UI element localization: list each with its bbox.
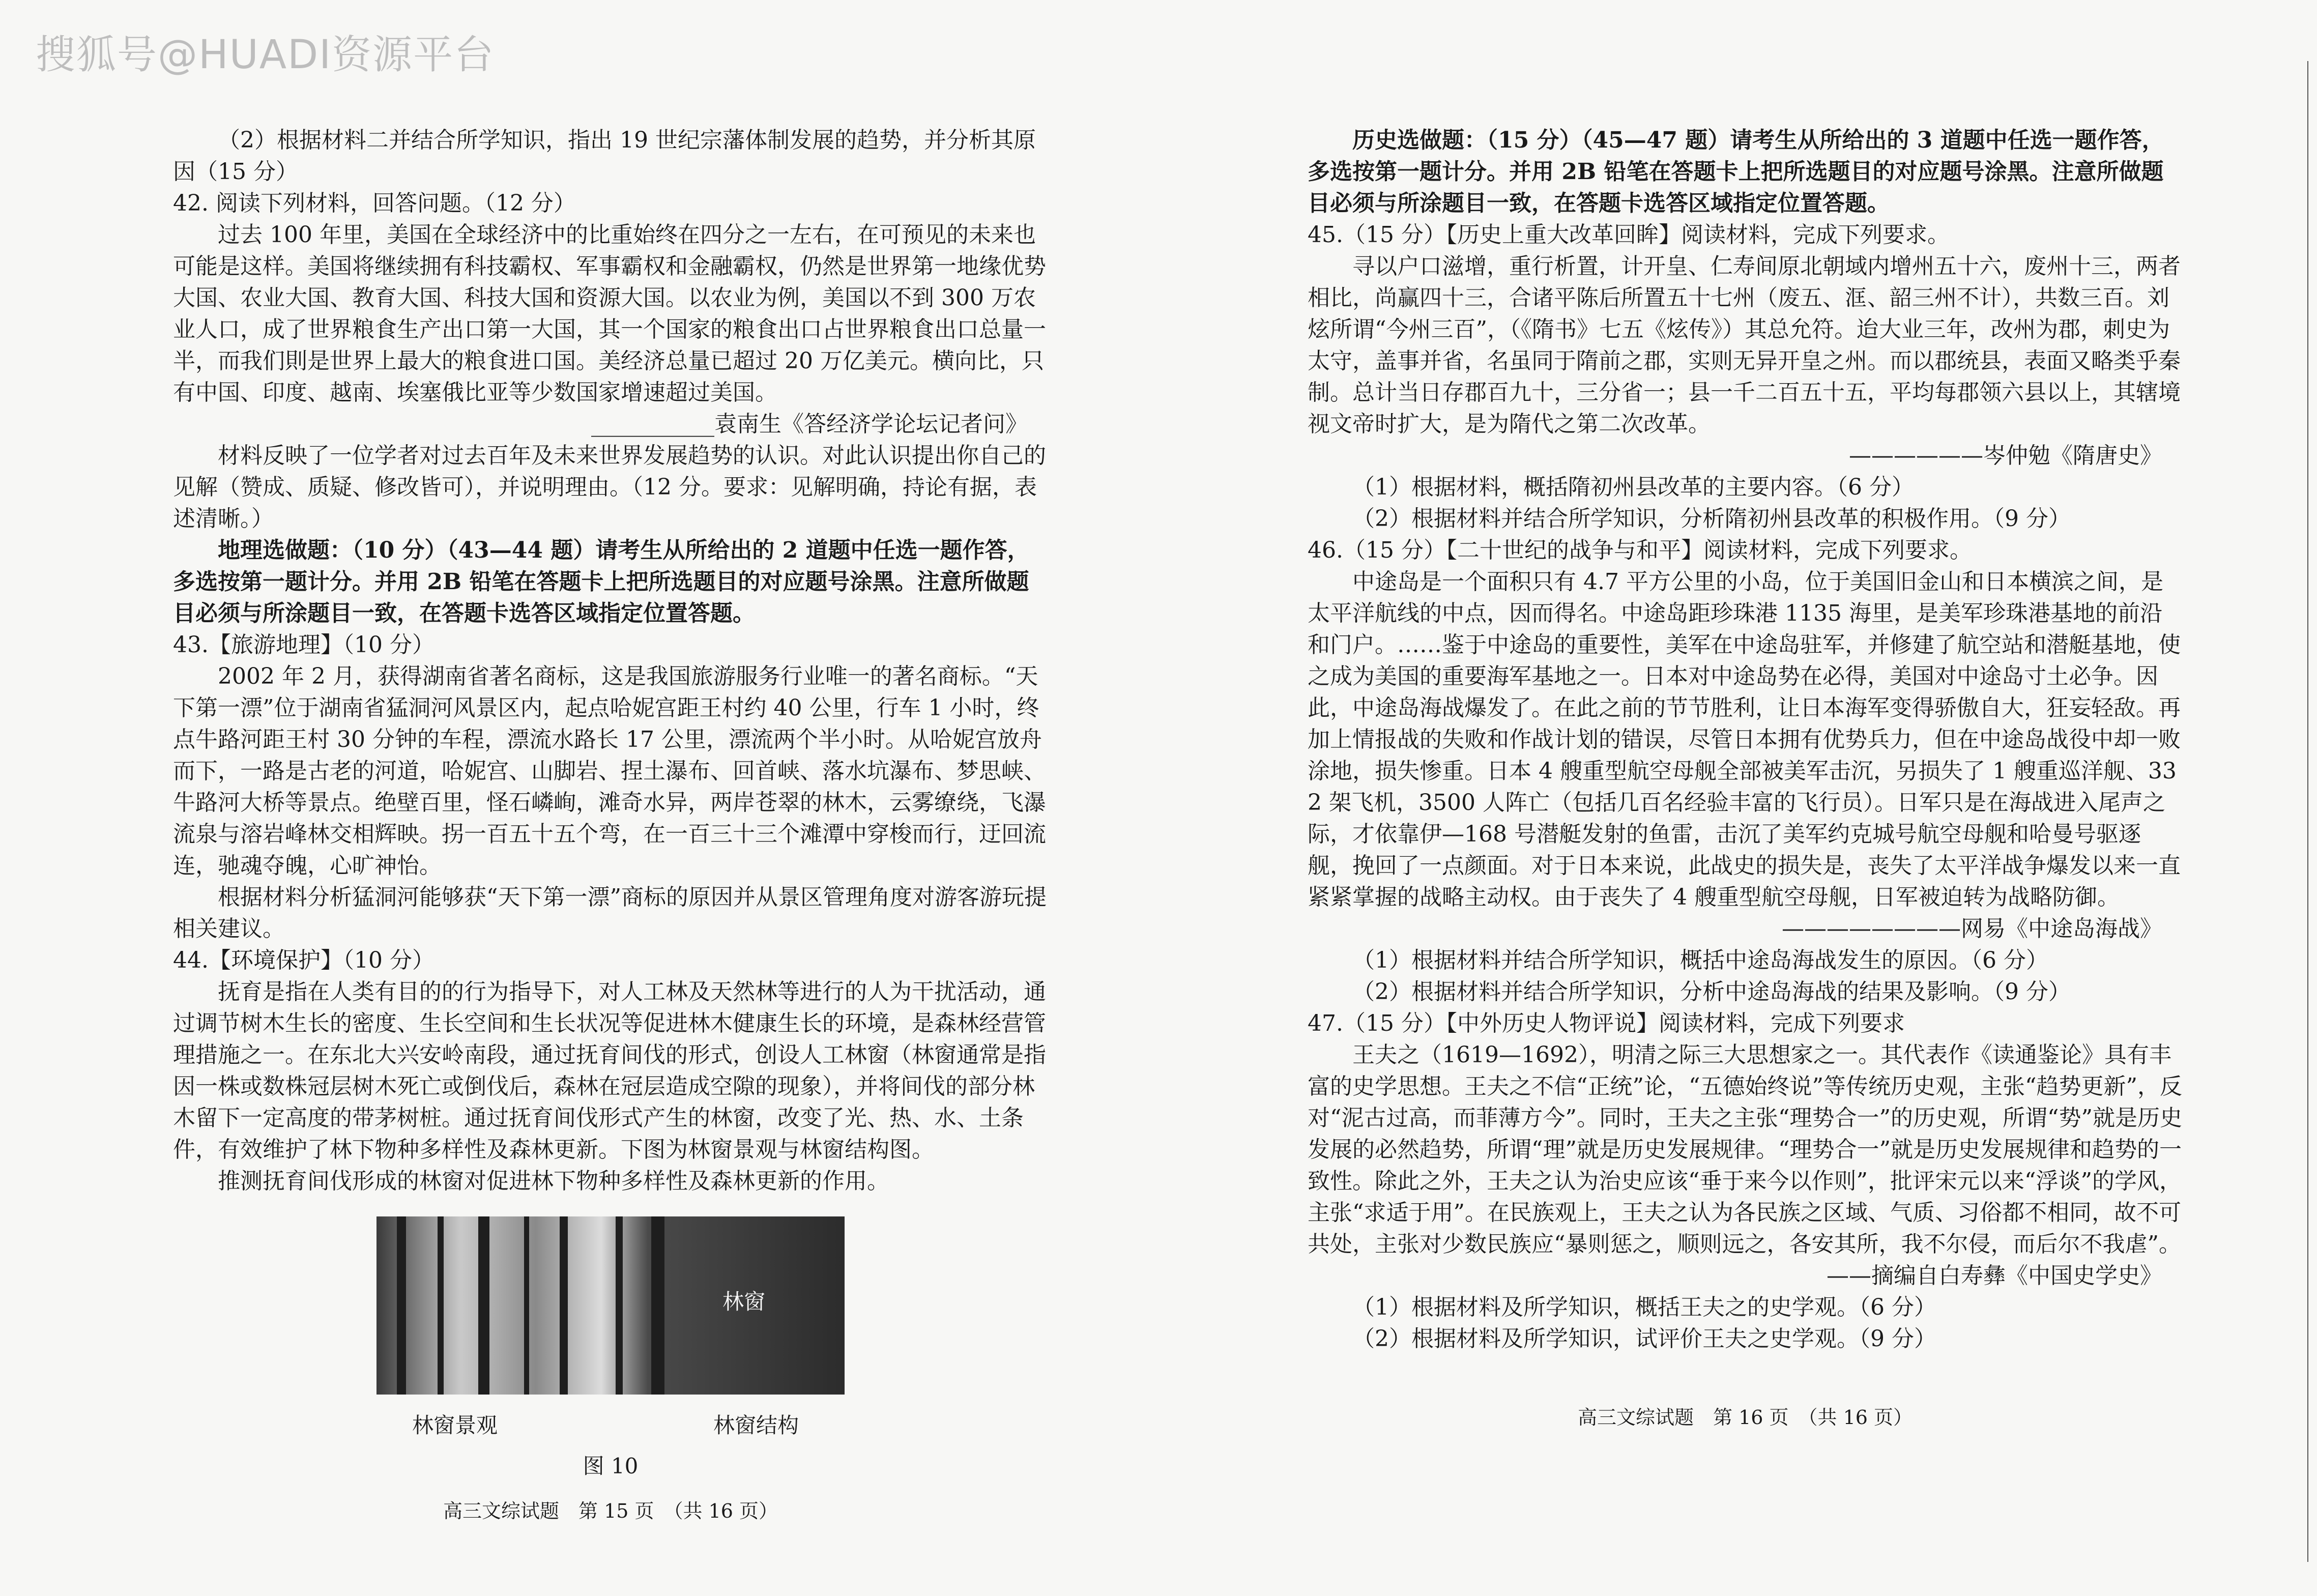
q45-material: 寻以户口滋增，重行析置，计开皇、仁寿间原北朝域内增州五十六，废州十三，两者相比，尚赢四十三，合诸平陈后所置五十七州（废五、洭、韶三州不计），共数三百。刘炫所谓“今州三百”，（《隋书》七五《炫传》）其总允符。迨大业三年，改州为郡，刺史为太守，盖事并省，名虽同于隋前之郡，实则无异开皇之州。而以郡统县，表面又略类乎秦制。总计当日存郡百九十，三分省一；县一千二百五十五，平均每郡领六县以上，其辖境视文帝时扩大，是为隋代之第二次改革。 [1308, 253, 2181, 437]
left-page [173, 125, 1048, 1523]
q45-part2: （2）根据材料并结合所学知识，分析隋初州县改革的积极作用。（9 分） [1352, 506, 2071, 532]
q42-heading: 42. 阅读下列材料，回答问题。（12 分） [173, 190, 576, 216]
q47-part2: （2）根据材料及所学知识，试评价王夫之史学观。（9 分） [1352, 1326, 1936, 1352]
watermark: 搜狐号@HUADI资源平台 [36, 32, 495, 78]
q44-material: 抚育是指在人类有目的的行为指导下，对人工林及天然林等进行的人为干扰活动，通过调节树木生长的密度、生长空间和生长状况等促进林木健康生长的环境，是森林经营管理措施之一。在东北大兴安岭南段，通过抚育间伐的形式，创设人工林窗（林窗通常是指因一株或数株冠层树木死亡或倒伐后，森林在冠层造成空隙的现象），并将间伐的部分林木留下一定高度的带茅树桩。通过抚育间伐形式产生的林窗，改变了光、热、水、土条件，有效维护了林下物种多样性及森林更新。下图为林窗景观与林窗结构图。 [173, 979, 1046, 1163]
q47-part1: （1）根据材料及所学知识，概括王夫之的史学观。（6 分） [1352, 1294, 1936, 1320]
figure-number: 图 10 [583, 1454, 639, 1478]
q46-heading: 46.（15 分）【二十世纪的战争与和平】阅读材料，完成下列要求。 [1308, 537, 1972, 563]
q42-source: ___________袁南生《答经济学论坛记者问》 [591, 411, 1028, 437]
q45-heading: 45.（15 分）【历史上重大改革回眸】阅读材料，完成下列要求。 [1308, 222, 1950, 248]
q42-task: 材料反映了一位学者对过去百年及未来世界发展趋势的认识。对此认识提出你自己的见解（赞成、质疑、修改皆可），并说明理由。（12 分。要求：见解明确，持论有据，表述清晰。） [173, 443, 1046, 532]
forest-gap-label: 林窗 [722, 1289, 766, 1314]
q46-source: ————————网易《中途岛海战》 [1782, 916, 2162, 942]
page-edge-line [2307, 61, 2308, 1562]
q45-part1: （1）根据材料，概括隋初州县改革的主要内容。（6 分） [1352, 474, 1914, 500]
q45-source: ——————岑仲勉《隋唐史》 [1849, 443, 2162, 469]
caption-landscape: 林窗景观 [412, 1413, 498, 1438]
geography-elective-note: 地理选做题：（10 分）（43—44 题）请考生从所给出的 2 道题中任选一题作答，多选按第一题计分。并用 2B 铅笔在答题卡上把所选题目的对应题号涂黑。注意所做题目必须与所涂题目一致，在答题卡选答区域指定位置答题。 [173, 537, 1030, 626]
q44-task: 推测抚育间伐形成的林窗对促进林下物种多样性及森林更新的作用。 [218, 1168, 889, 1194]
q46-material: 中途岛是一个面积只有 4.7 平方公里的小岛，位于美国旧金山和日本横滨之间，是太平洋航线的中点，因而得名。中途岛距珍珠港 1135 海里，是美军珍珠港基地的前沿和门户。……鉴于中途岛的重要性，美军在中途岛驻军，并修建了航空站和潜艇基地，使之成为美国的重要海军基地之一。日本对中途岛势在必得，美国对中途岛寸土必争。因此，中途岛海战爆发了。在此之前的节节胜利，让日本海军变得骄傲自大，狂妄轻敌。再加上情报战的失败和作战计划的错误，尽管日本拥有优势兵力，但在中途岛战役中却一败涂地，损失惨重。日本 4 艘重型航空母舰全部被美军击沉，另损失了 1 艘重巡洋舰、332 架飞机，3500 人阵亡（包括几百名经验丰富的飞行员）。日军只是在海战进入尾声之际，才依靠伊—168 号潜艇发射的鱼雷，击沉了美军约克城号航空母舰和哈曼号驱逐舰，挽回了一点颜面。对于日本来说，此战史的损失是，丧失了太平洋战争爆发以来一直紧紧掌握的战略主动权。由于丧失了 4 艘重型航空母舰，日军被迫转为战略防御。 [1308, 569, 2181, 910]
q47-heading: 47.（15 分）【中外历史人物评说】阅读材料，完成下列要求 [1308, 1010, 1905, 1036]
caption-structure: 林窗结构 [713, 1413, 799, 1438]
q47-source: ——摘编自白寿彝《中国史学史》 [1827, 1263, 2162, 1289]
q47-material: 王夫之（1619—1692），明清之际三大思想家之一。其代表作《读通鉴论》具有丰富的史学思想。王夫之不信“正统”论，“五德始终说”等传统历史观，主张“趋势更新”，反对“泥古过高，而菲薄方今”。同时，王夫之主张“理势合一”的历史观，所谓“势”就是历史发展的必然趋势，所谓“理”就是历史发展规律。“理势合一”就是历史发展规律和趋势的一致性。除此之外，王夫之认为治史应该“垂于来今以作则”，批评宋元以来“浮谈”的学风，主张“求适于用”。在民族观上，王夫之认为各民族之区域、气质、习俗都不相同，故不可共处，主张对少数民族应“暴则惩之，顺则远之，各安其所，我不尔侵，而后尔不我虐”。 [1308, 1042, 2182, 1257]
forest-gap-photo [376, 1216, 845, 1395]
forest-gap-figure [376, 1216, 845, 1480]
q43-material: 2002 年 2 月，获得湖南省著名商标，这是我国旅游服务行业唯一的著名商标。“天下第一漂”位于湖南省猛洞河风景区内，起点哈妮宫距王村约 40 公里，行车 1 小时，终点牛路河距王村 30 分钟的车程，漂流水路长 17 公里，漂流两个半小时。从哈妮宫放舟而下，一路是古老的河道，哈妮宫、山脚岩、捏土瀑布、回首峡、落水坑瀑布、梦思峡、牛路河大桥等景点。绝壁百里，怪石嶙峋，滩奇水异，两岸苍翠的林木，云雾缭绕，飞瀑流泉与溶岩峰林交相辉映。拐一百五十五个弯，在一百三十三个滩潭中穿梭而行，迂回流连，驰魂夺魄，心旷神怡。 [173, 663, 1046, 879]
q46-part1: （1）根据材料并结合所学知识，概括中途岛海战发生的原因。（6 分） [1352, 947, 2048, 973]
history-elective-note: 历史选做题：（15 分）（45—47 题）请考生从所给出的 3 道题中任选一题作答，多选按第一题计分。并用 2B 铅笔在答题卡上把所选题目的对应题号涂黑。注意所做题目必须与所涂题目一致，在答题卡选答区域指定位置答题。 [1308, 127, 2164, 216]
right-page-footer: 高三文综试题 第 16 页 （共 16 页） [1577, 1406, 1913, 1429]
q43-heading: 43.【旅游地理】（10 分） [173, 632, 435, 658]
q46-part2: （2）根据材料并结合所学知识，分析中途岛海战的结果及影响。（9 分） [1352, 979, 2071, 1005]
q41-part2: （2）根据材料二并结合所学知识，指出 19 世纪宗藩体制发展的趋势，并分析其原因（15 分） [173, 127, 1036, 185]
left-page-footer: 高三文综试题 第 15 页 （共 16 页） [443, 1500, 778, 1522]
right-page [1308, 125, 2183, 1430]
q44-heading: 44.【环境保护】（10 分） [173, 947, 435, 973]
q42-material: 过去 100 年里，美国在全球经济中的比重始终在四分之一左右，在可预见的未来也可能是这样。美国将继续拥有科技霸权、军事霸权和金融霸权，仍然是世界第一地缘优势大国、农业大国、教育大国、科技大国和资源大国。以农业为例，美国以不到 300 万农业人口，成了世界粮食生产出口第一大国，其一个国家的粮食出口占世界粮食出口总量一半，而我们則是世界上最大的粮食进口国。美经济总量已超过 20 万亿美元。横向比，只有中国、印度、越南、埃塞俄比亚等少数国家增速超过美国。 [173, 222, 1046, 405]
q43-task: 根据材料分析猛洞河能够获“天下第一漂”商标的原因并从景区管理角度对游客游玩提相关建议。 [173, 884, 1047, 942]
